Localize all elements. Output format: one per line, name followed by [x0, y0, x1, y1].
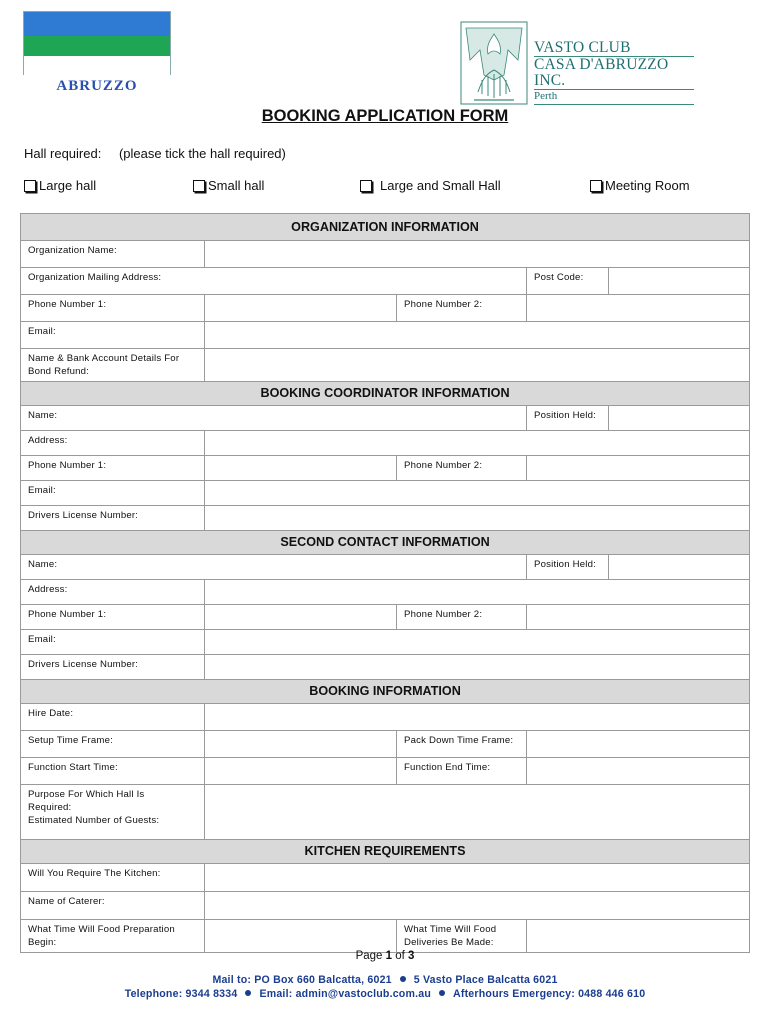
vasto-club-logo-text: [534, 40, 694, 105]
second-phone1-field[interactable]: [205, 605, 397, 630]
org-mailing-address-field[interactable]: Organization Mailing Address:: [21, 268, 527, 295]
setup-time-field[interactable]: [205, 731, 397, 758]
logo-line-3: Perth: [534, 89, 694, 103]
deliv-label-line-1: What Time Will Food: [404, 924, 497, 935]
bullet-icon: [245, 990, 251, 996]
prep-label-line-2: Begin:: [28, 937, 57, 948]
bullet-icon: [400, 976, 406, 982]
org-phone2-field[interactable]: [527, 295, 750, 322]
hall-option-large-and-small[interactable]: [360, 178, 501, 193]
section-booking-header: BOOKING INFORMATION: [21, 680, 750, 704]
org-post-code-field[interactable]: [609, 268, 750, 295]
pack-down-label: Pack Down Time Frame:: [397, 731, 527, 758]
hall-option-label: Meeting Room: [605, 178, 690, 193]
coord-address-label: Address:: [21, 431, 205, 456]
vasto-club-emblem-icon: [458, 20, 530, 106]
coord-name-field[interactable]: Name:: [21, 406, 527, 431]
footer-contact-line: [0, 988, 770, 1000]
page-total: 3: [408, 950, 415, 962]
logo-line-1: VASTO CLUB: [534, 39, 631, 56]
caterer-label: Name of Caterer:: [21, 892, 205, 920]
pack-down-field[interactable]: [527, 731, 750, 758]
kitchen-require-field[interactable]: [205, 864, 750, 892]
second-address-label: Address:: [21, 580, 205, 605]
section-coordinator-header: BOOKING COORDINATOR INFORMATION: [21, 382, 750, 406]
function-end-field[interactable]: [527, 758, 750, 785]
flag-caption: ABRUZZO: [56, 78, 138, 94]
hall-option-label: Large and Small Hall: [380, 178, 501, 193]
checkbox-icon[interactable]: [590, 180, 602, 192]
org-phone1-label: Phone Number 1:: [21, 295, 205, 322]
checkbox-icon[interactable]: [360, 180, 372, 192]
coord-position-field[interactable]: [609, 406, 750, 431]
bank-label-line-2: Bond Refund:: [28, 366, 90, 377]
coord-phone2-label: Phone Number 2:: [397, 456, 527, 481]
coord-position-label: Position Held:: [527, 406, 609, 431]
form-title: BOOKING APPLICATION FORM: [261, 107, 509, 125]
purpose-label-line-1: Purpose For Which Hall Is: [28, 789, 145, 800]
hire-date-label: Hire Date:: [21, 704, 205, 731]
hall-option-small[interactable]: [193, 178, 264, 193]
second-name-field[interactable]: Name:: [21, 555, 527, 580]
hall-required-label: Hall required:: [24, 146, 102, 161]
org-bank-details-field[interactable]: [205, 349, 750, 382]
function-end-label: Function End Time:: [397, 758, 527, 785]
org-name-label: Organization Name:: [21, 241, 205, 268]
org-email-field[interactable]: [205, 322, 750, 349]
deliv-label-line-2: Deliveries Be Made:: [404, 937, 494, 948]
coord-license-field[interactable]: [205, 506, 750, 531]
bullet-icon: [439, 990, 445, 996]
second-position-field[interactable]: [609, 555, 750, 580]
hall-option-label: Large hall: [39, 178, 97, 193]
footer-phone: Telephone: 9344 8334: [124, 988, 238, 1000]
purpose-label-line-2: Required:: [28, 802, 72, 813]
coord-phone2-field[interactable]: [527, 456, 750, 481]
purpose-guests-label: [21, 785, 205, 840]
second-email-field[interactable]: [205, 630, 750, 655]
checkbox-icon[interactable]: [193, 180, 205, 192]
hall-option-label: Small hall: [208, 178, 265, 193]
hire-date-field[interactable]: [205, 704, 750, 731]
org-email-label: Email:: [21, 322, 205, 349]
function-start-label: Function Start Time:: [21, 758, 205, 785]
second-email-label: Email:: [21, 630, 205, 655]
logo-line-2: CASA D'ABRUZZO INC.: [534, 56, 694, 89]
food-prep-field[interactable]: [205, 920, 397, 953]
org-post-code-label: Post Code:: [527, 268, 609, 295]
coord-phone1-field[interactable]: [205, 456, 397, 481]
hall-required-hint: (please tick the hall required): [118, 146, 286, 161]
purpose-guests-field[interactable]: [205, 785, 750, 840]
hall-required-row: [24, 146, 286, 161]
coord-license-label: Drivers License Number:: [21, 506, 205, 531]
food-prep-label: [21, 920, 205, 953]
org-phone1-field[interactable]: [205, 295, 397, 322]
footer-email: Email: admin@vastoclub.com.au: [259, 988, 431, 1000]
footer-mail: Mail to: PO Box 660 Balcatta, 6021: [212, 974, 392, 986]
org-name-field[interactable]: [205, 241, 750, 268]
footer-address: 5 Vasto Place Balcatta 6021: [413, 974, 558, 986]
page-prefix: Page: [355, 950, 386, 962]
footer-emergency: Afterhours Emergency: 0488 446 610: [453, 988, 646, 1000]
caterer-field[interactable]: [205, 892, 750, 920]
function-start-field[interactable]: [205, 758, 397, 785]
food-deliveries-label: [397, 920, 527, 953]
page-number: [0, 950, 770, 962]
booking-form-table: [20, 213, 750, 953]
section-organization-header: ORGANIZATION INFORMATION: [21, 214, 750, 241]
coord-address-field[interactable]: [205, 431, 750, 456]
org-bank-details-label: [21, 349, 205, 382]
second-phone2-label: Phone Number 2:: [397, 605, 527, 630]
bank-label-line-1: Name & Bank Account Details For: [28, 353, 180, 364]
second-license-field[interactable]: [205, 655, 750, 680]
section-kitchen-header: KITCHEN REQUIREMENTS: [21, 840, 750, 864]
kitchen-require-label: Will You Require The Kitchen:: [21, 864, 205, 892]
page-current: 1: [385, 950, 393, 962]
prep-label-line-1: What Time Will Food Preparation: [28, 924, 175, 935]
abruzzo-flag: [23, 11, 171, 75]
second-phone1-label: Phone Number 1:: [21, 605, 205, 630]
page-mid: of: [392, 950, 409, 962]
checkbox-icon[interactable]: [24, 180, 36, 192]
org-phone2-label: Phone Number 2:: [397, 295, 527, 322]
second-license-label: Drivers License Number:: [21, 655, 205, 680]
food-deliveries-field[interactable]: [527, 920, 750, 953]
section-second-contact-header: SECOND CONTACT INFORMATION: [21, 531, 750, 555]
second-address-field[interactable]: [205, 580, 750, 605]
footer-mail-line: [0, 974, 770, 986]
guests-label: Estimated Number of Guests:: [28, 815, 160, 826]
second-phone2-field[interactable]: [527, 605, 750, 630]
hall-option-large[interactable]: [24, 178, 96, 193]
setup-time-label: Setup Time Frame:: [21, 731, 205, 758]
second-position-label: Position Held:: [527, 555, 609, 580]
coord-phone1-label: Phone Number 1:: [21, 456, 205, 481]
hall-option-meeting-room[interactable]: [590, 178, 690, 193]
coord-email-label: Email:: [21, 481, 205, 506]
coord-email-field[interactable]: [205, 481, 750, 506]
